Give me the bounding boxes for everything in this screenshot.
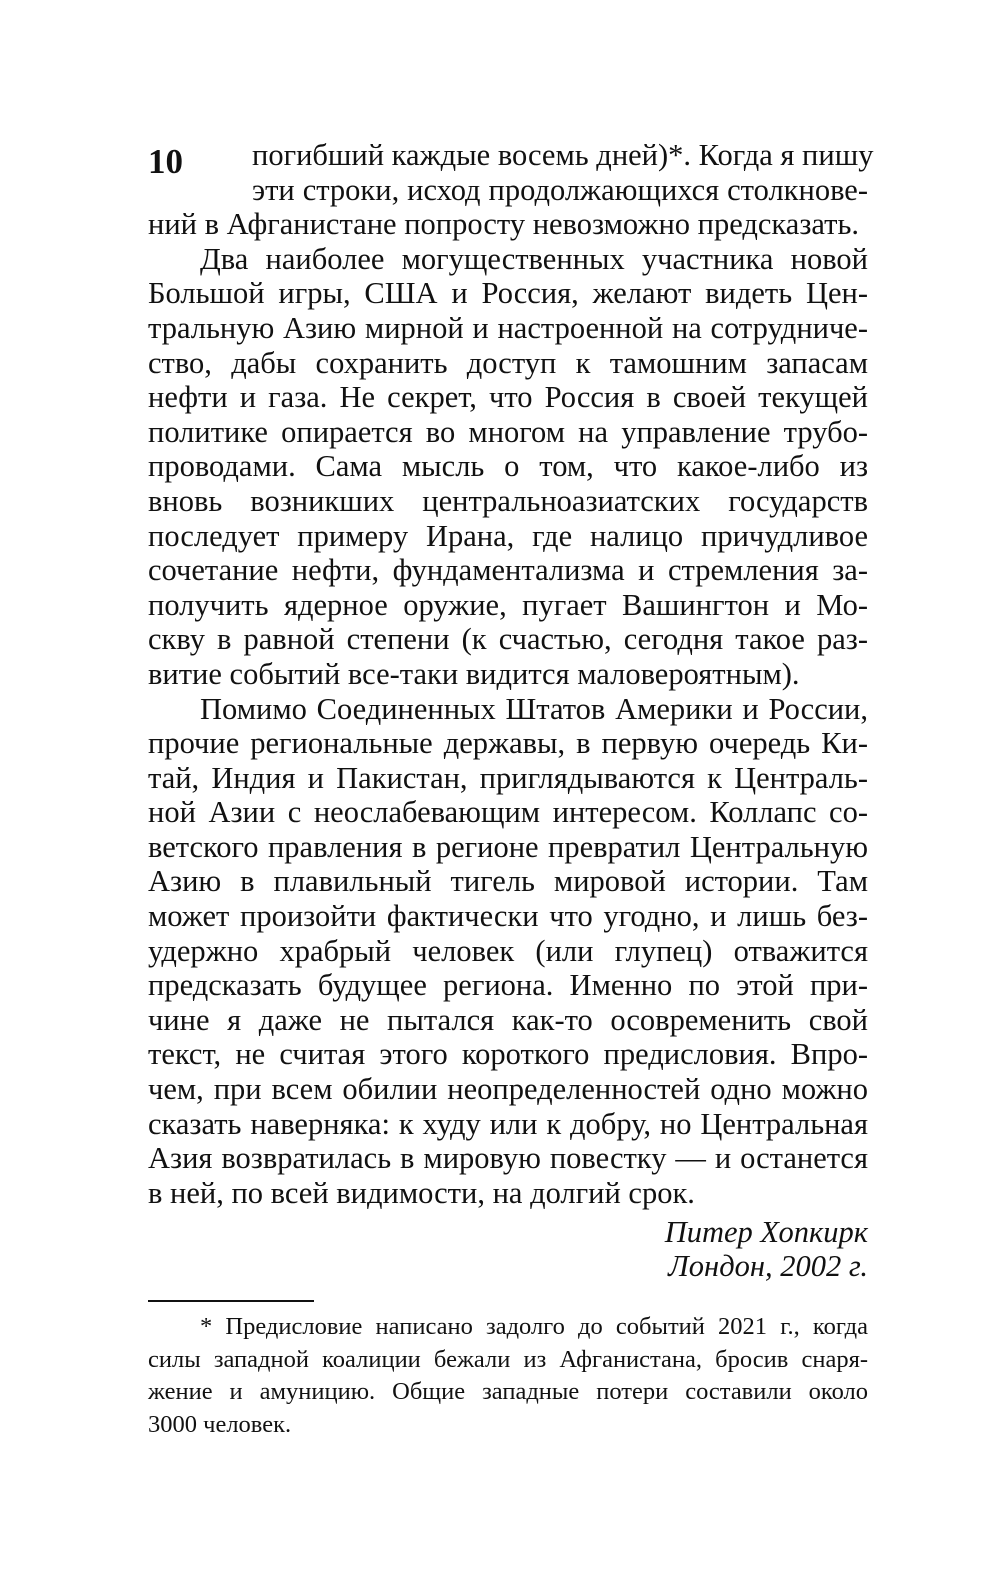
text-line: сочетание нефти, фундаментализма и стремления за- xyxy=(148,553,868,588)
text-line: тай, Индия и Пакистан, приглядываются к Централь- xyxy=(148,760,868,795)
text-line: ство, дабы сохранить доступ к тамошним запасам xyxy=(148,345,868,380)
text-line: ной Азии с неослабевающим интересом. Коллапс со- xyxy=(148,795,868,830)
text-line: последует примеру Ирана, где налицо причудливое xyxy=(148,518,868,553)
footnote-divider xyxy=(148,1300,314,1302)
footnote-line: * Предисловие написано задолго до событий 2021 г., когда xyxy=(200,1313,868,1340)
text-line: нефти и газа. Не секрет, что Россия в своей текущей xyxy=(148,380,868,415)
text-line: ветского правления в регионе превратил Центральную xyxy=(148,829,868,864)
text-line: витие событий все-таки видится маловероятным). xyxy=(148,656,800,691)
text-line: удержно храбрый человек (или глупец) отважится xyxy=(148,933,868,968)
text-line: Азию в плавильный тигель мировой истории. Там xyxy=(148,864,868,899)
text-line: скву в равной степени (к счастью, сегодня такое раз- xyxy=(148,622,868,657)
signature-place-date: Лондон, 2002 г. xyxy=(668,1249,868,1283)
text-line: может произойти фактически что угодно, и лишь без- xyxy=(148,899,868,934)
text-line: тральную Азию мирной и настроенной на сотрудниче- xyxy=(148,310,868,345)
body-text xyxy=(148,138,874,1210)
text-line: чине я даже не пытался как-то осовременить свой xyxy=(148,1002,868,1037)
text-line: получить ядерное оружие, пугает Вашингтон и Мо- xyxy=(148,587,868,622)
text-line: эти строки, исход продолжающихся столкнове- xyxy=(252,172,868,207)
text-line: чем, при всем обилии неопределенностей одно можно xyxy=(148,1072,868,1107)
text-line: Два наиболее могущественных участника новой xyxy=(200,241,868,276)
footnote-line: 3000 человек. xyxy=(148,1410,292,1438)
text-line: сказать наверняка: к худу или к добру, но Центральная xyxy=(148,1106,868,1141)
footnote-line: силы западной коалиции бежали из Афганистана, бросив снаря- xyxy=(148,1345,868,1373)
text-line: в ней, по всей видимости, на долгий срок. xyxy=(148,1175,695,1210)
footnote-line: жение и амуницию. Общие западные потери составили около xyxy=(148,1378,868,1405)
text-line: политике опирается во многом на управление трубо- xyxy=(148,414,868,449)
text-line: прочие региональные державы, в первую очередь Ки- xyxy=(148,726,868,761)
text-line: ний в Афганистане попросту невозможно предсказать. xyxy=(148,207,859,242)
text-line: предсказать будущее региона. Именно по этой при- xyxy=(148,968,868,1003)
page-number: 10 xyxy=(148,142,183,181)
text-line: текст, не считая этого короткого предисловия. Впро- xyxy=(148,1037,868,1072)
text-line: Большой игры, США и Россия, желают видеть Цен- xyxy=(148,276,868,311)
text-line: проводами. Сама мысль о том, что какое-либо из xyxy=(148,449,868,484)
footnote xyxy=(148,1311,868,1441)
text-line: вновь возникших центральноазиатских государств xyxy=(148,483,868,518)
text-line: Помимо Соединенных Штатов Америки и России, xyxy=(200,691,868,726)
text-line: погибший каждые восемь дней)*. Когда я пишу xyxy=(252,138,874,172)
signature-author: Питер Хопкирк xyxy=(664,1215,868,1249)
text-line: Азия возвратилась в мировую повестку — и останется xyxy=(148,1141,868,1176)
